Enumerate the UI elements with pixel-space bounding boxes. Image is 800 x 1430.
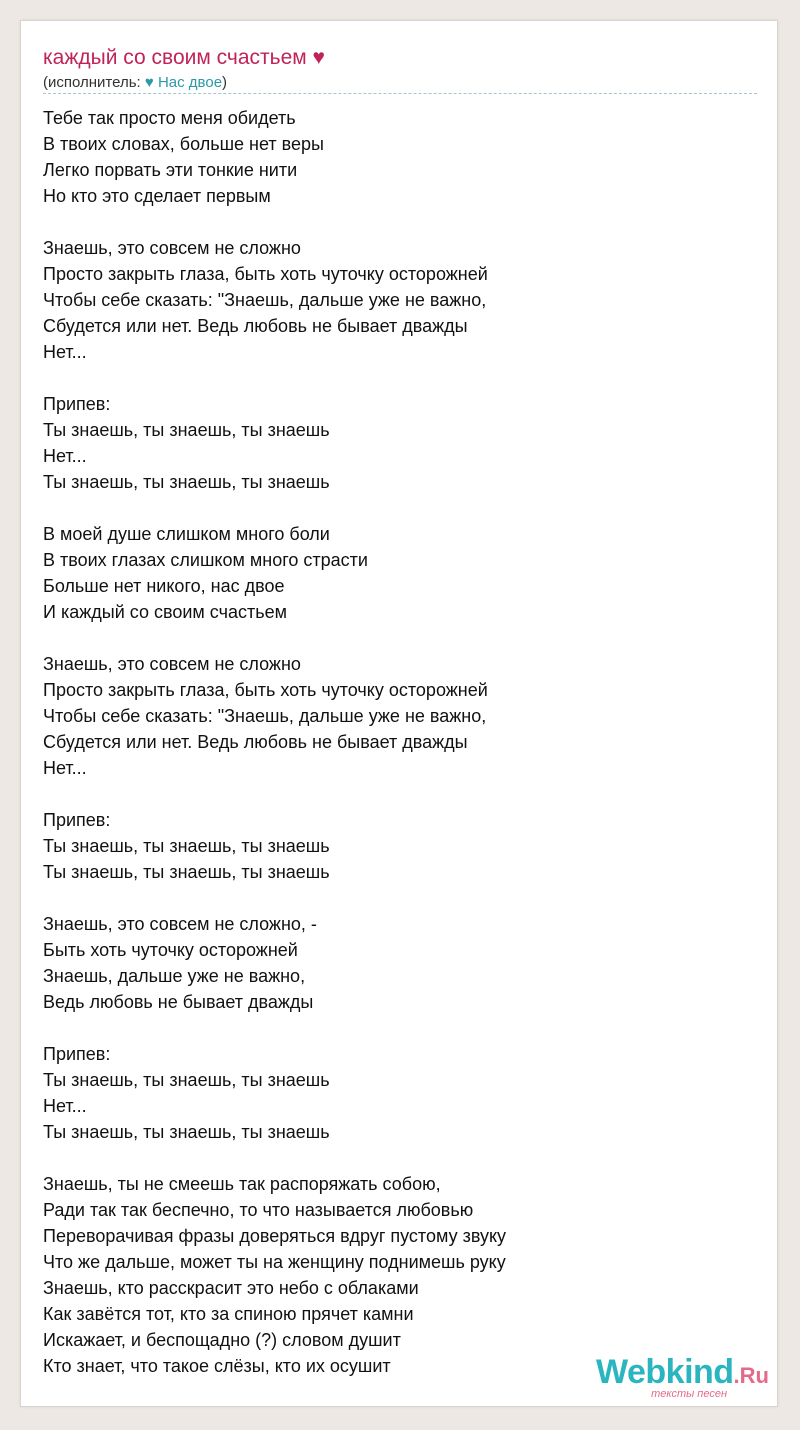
lyric-line: Знаешь, дальше уже не важно, bbox=[43, 966, 306, 986]
logo-brand: Webkind bbox=[596, 1353, 734, 1391]
lyric-line: Знаешь, кто расскрасит это небо с облаками bbox=[43, 1278, 419, 1298]
stanza-break bbox=[43, 365, 753, 391]
lyric-line: Легко порвать эти тонкие нити bbox=[43, 160, 298, 180]
lyric-line: Как завётся тот, кто за спиною прячет камни bbox=[43, 1304, 414, 1324]
lyric-line: Знаешь, это совсем не сложно bbox=[43, 238, 301, 258]
divider bbox=[43, 93, 757, 94]
lyric-line: Нет... bbox=[43, 758, 87, 778]
stanza-break bbox=[43, 781, 753, 807]
lyric-line: Чтобы себе сказать: "Знаешь, дальше уже не важно, bbox=[43, 706, 487, 726]
lyric-line: Переворачивая фразы доверяться вдруг пустому звуку bbox=[43, 1226, 507, 1246]
stanza-break bbox=[43, 495, 753, 521]
lyric-line: Ты знаешь, ты знаешь, ты знаешь bbox=[43, 836, 330, 856]
artist-prefix: (исполнитель: bbox=[43, 74, 145, 91]
lyric-line: Но кто это сделает первым bbox=[43, 186, 271, 206]
lyric-line: Припев: bbox=[43, 810, 111, 830]
logo-tld: .Ru bbox=[733, 1363, 769, 1388]
lyric-line: Чтобы себе сказать: "Знаешь, дальше уже не важно, bbox=[43, 290, 487, 310]
lyric-line: Ради так так беспечно, то что называется любовью bbox=[43, 1200, 474, 1220]
stanza-break bbox=[43, 885, 753, 911]
lyric-line: Нет... bbox=[43, 342, 87, 362]
webkind-logo[interactable] bbox=[596, 1355, 769, 1400]
heart-icon: ♥ bbox=[144, 74, 154, 91]
lyric-line: Что же дальше, может ты на женщину поднимешь руку bbox=[43, 1252, 506, 1272]
lyric-line: Искажает, и беспощадно (?) словом душит bbox=[43, 1330, 401, 1350]
lyric-line: Сбудется или нет. Ведь любовь не бывает дважды bbox=[43, 732, 468, 752]
logo-tagline: тексты песен bbox=[651, 1388, 727, 1400]
lyric-line: Ты знаешь, ты знаешь, ты знаешь bbox=[43, 1070, 330, 1090]
lyric-line: Знаешь, ты не смеешь так распоряжать собою, bbox=[43, 1174, 441, 1194]
stanza-break bbox=[43, 1145, 753, 1171]
lyric-line: Ты знаешь, ты знаешь, ты знаешь bbox=[43, 420, 330, 440]
lyric-line: Знаешь, это совсем не сложно bbox=[43, 654, 301, 674]
artist-suffix: ) bbox=[222, 74, 228, 91]
lyric-line: Просто закрыть глаза, быть хоть чуточку осторожней bbox=[43, 264, 488, 284]
stanza-break bbox=[43, 1015, 753, 1041]
lyric-line: Быть хоть чуточку осторожней bbox=[43, 940, 298, 960]
lyric-line: Кто знает, что такое слёзы, кто их осушит bbox=[43, 1356, 391, 1376]
artist-line bbox=[43, 73, 227, 93]
lyric-line: В твоих словах, больше нет веры bbox=[43, 134, 324, 154]
lyric-line: В моей душе слишком много боли bbox=[43, 524, 330, 544]
lyric-line: Припев: bbox=[43, 1044, 111, 1064]
lyric-line: Ты знаешь, ты знаешь, ты знаешь bbox=[43, 472, 330, 492]
lyric-line: В твоих глазах слишком много страсти bbox=[43, 550, 368, 570]
lyric-line: Нет... bbox=[43, 1096, 87, 1116]
lyric-line: Нет... bbox=[43, 446, 87, 466]
lyric-line: Просто закрыть глаза, быть хоть чуточку осторожней bbox=[43, 680, 488, 700]
song-title bbox=[43, 45, 325, 71]
lyric-line: И каждый со своим счастьем bbox=[43, 602, 287, 622]
heart-icon: ♥ bbox=[312, 46, 326, 69]
lyric-line: Ты знаешь, ты знаешь, ты знаешь bbox=[43, 862, 330, 882]
artist-link[interactable] bbox=[145, 74, 222, 91]
lyric-line: Тебе так просто меня обидеть bbox=[43, 108, 296, 128]
lyrics-card bbox=[20, 20, 778, 1407]
lyric-line: Больше нет никого, нас двое bbox=[43, 576, 285, 596]
lyric-line: Ведь любовь не бывает дважды bbox=[43, 992, 314, 1012]
stanza-break bbox=[43, 625, 753, 651]
song-title-text: каждый со своим счастьем bbox=[43, 46, 307, 69]
lyric-line: Припев: bbox=[43, 394, 111, 414]
lyric-line: Сбудется или нет. Ведь любовь не бывает дважды bbox=[43, 316, 468, 336]
artist-name: Нас двое bbox=[157, 74, 223, 91]
lyric-line: Знаешь, это совсем не сложно, - bbox=[43, 914, 317, 934]
stanza-break bbox=[43, 209, 753, 235]
lyrics-text bbox=[43, 105, 753, 1379]
lyric-line: Ты знаешь, ты знаешь, ты знаешь bbox=[43, 1122, 330, 1142]
